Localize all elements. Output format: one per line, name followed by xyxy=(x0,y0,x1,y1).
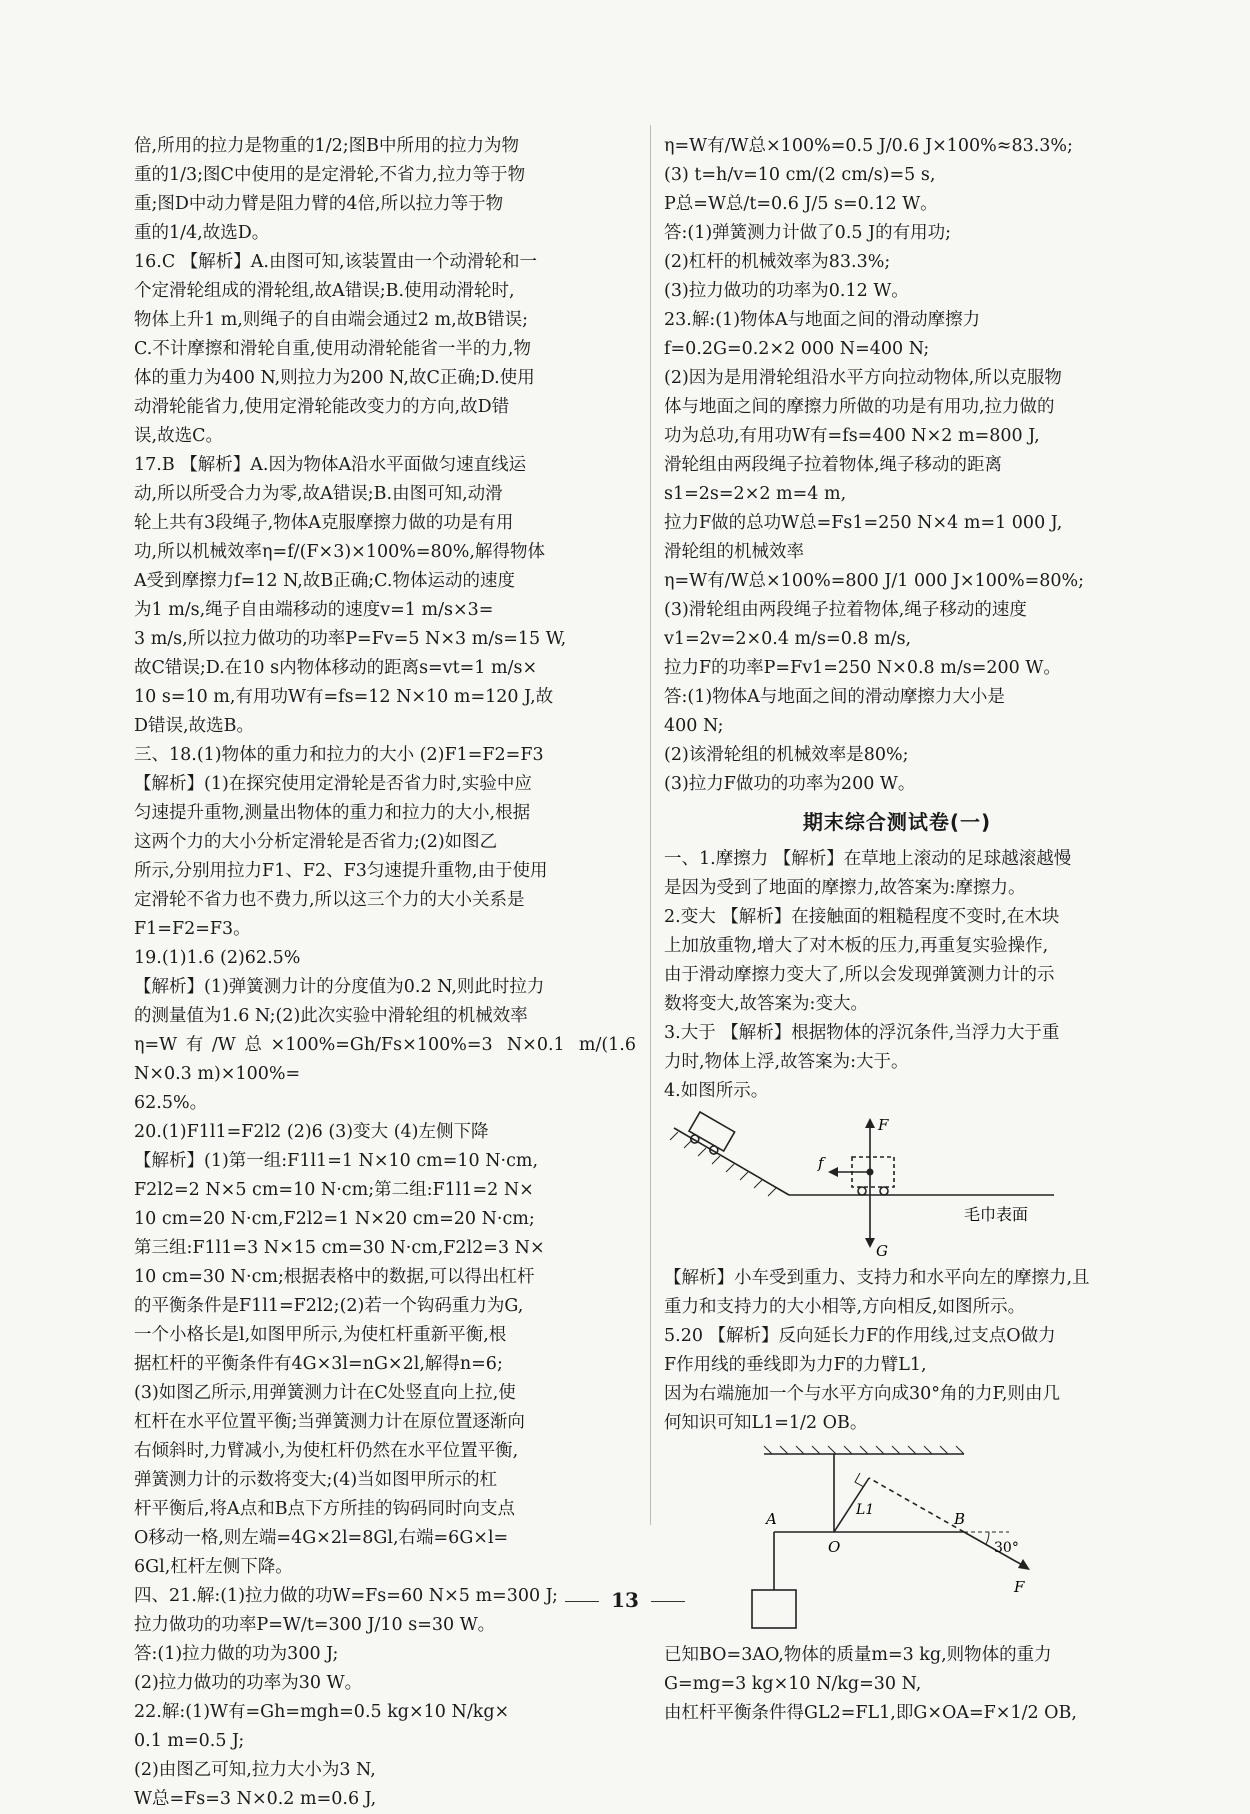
label-L1: L1 xyxy=(856,1502,875,1518)
label-G: G xyxy=(876,1242,888,1260)
cart-force-diagram xyxy=(664,1110,1094,1260)
text-line: 因为右端施加一个与水平方向成30°角的力F,则由几 xyxy=(664,1384,1060,1404)
text-line: 【解析】小车受到重力、支持力和水平向左的摩擦力,且 xyxy=(664,1268,1090,1288)
text-line: (2)因为是用滑轮组沿水平方向拉动物体,所以克服物 xyxy=(664,368,1062,388)
text-line: 62.5%。 xyxy=(134,1093,208,1113)
text-line: 4.如图所示。 xyxy=(664,1081,769,1101)
text-line: 重的1/4,故选D。 xyxy=(134,223,270,243)
text-line: 拉力做功的功率P=W/t=300 J/10 s=30 W。 xyxy=(134,1615,496,1635)
text-line: f=0.2G=0.2×2 000 N=400 N; xyxy=(664,339,930,359)
label-F2: F xyxy=(1014,1578,1025,1596)
text-line: 由于滑动摩擦力变大了,所以会发现弹簧测力计的示 xyxy=(664,965,1055,985)
text-line: 一个小格长是l,如图甲所示,为使杠杆重新平衡,根 xyxy=(134,1325,507,1345)
text-line: A受到摩擦力f=12 N,故B正确;C.物体运动的速度 xyxy=(134,571,515,591)
text-line: 的测量值为1.6 N;(2)此次实验中滑轮组的机械效率 xyxy=(134,1006,528,1026)
text-line: 拉力F做的总功W总=Fs1=250 N×4 m=1 000 J, xyxy=(664,513,1063,533)
text-line: 重的1/3;图C中使用的是定滑轮,不省力,拉力等于物 xyxy=(134,165,526,185)
text-line: η=W有/W总×100%=800 J/1 000 J×100%=80%; xyxy=(664,571,1085,591)
text-line: (2)杠杆的机械效率为83.3%; xyxy=(664,252,891,272)
text-line: 据杠杆的平衡条件有4G×3l=nG×2l,解得n=6; xyxy=(134,1354,503,1374)
text-line: G=mg=3 kg×10 N/kg=30 N, xyxy=(664,1674,922,1694)
label-O: O xyxy=(828,1538,841,1556)
label-angle: 30° xyxy=(994,1540,1019,1556)
text-line: 物体上升1 m,则绳子的自由端会通过2 m,故B错误; xyxy=(134,310,528,330)
text-line: 10 s=10 m,有用功W有=fs=12 N×10 m=120 J,故 xyxy=(134,687,554,707)
text-line: (3) t=h/v=10 cm/(2 cm/s)=5 s, xyxy=(664,165,936,185)
text-line: 重力和支持力的大小相等,方向相反,如图所示。 xyxy=(664,1297,1026,1317)
text-line: 何知识可知L1=1/2 OB。 xyxy=(664,1413,868,1433)
text-line: 匀速提升重物,测量出物体的重力和拉力的大小,根据 xyxy=(134,803,531,823)
text-line: W总=Fs=3 N×0.2 m=0.6 J, xyxy=(134,1789,377,1809)
text-line: 功,所以机械效率η=f/(F×3)×100%=80%,解得物体 xyxy=(134,542,545,562)
text-line: 力时,物体上浮,故答案为:大于。 xyxy=(664,1052,909,1072)
right-column xyxy=(664,132,1130,1728)
text-line: 个定滑轮组成的滑轮组,故A错误;B.使用动滑轮时, xyxy=(134,281,515,301)
text-line: 5.20 【解析】反向延长力F的作用线,过支点O做力 xyxy=(664,1326,1056,1346)
label-B: B xyxy=(954,1510,966,1528)
text-line: 杠杆在水平位置平衡;当弹簧测力计在原位置逐渐向 xyxy=(134,1412,525,1432)
text-line: 的平衡条件是F1l1=F2l2;(2)若一个钩码重力为G, xyxy=(134,1296,524,1316)
label-f: f xyxy=(818,1154,824,1172)
text-line: 故C错误;D.在10 s内物体移动的距离s=vt=1 m/s× xyxy=(134,658,538,678)
text-line: 数将变大,故答案为:变大。 xyxy=(664,994,868,1014)
text-line: 已知BO=3AO,物体的质量m=3 kg,则物体的重力 xyxy=(664,1645,1052,1665)
text-line: 【解析】(1)在探究使用定滑轮是否省力时,实验中应 xyxy=(134,774,532,794)
text-line: (3)拉力F做功的功率为200 W。 xyxy=(664,774,916,794)
text-line: F作用线的垂线即为力F的力臂L1, xyxy=(664,1355,927,1375)
text-line: P总=W总/t=0.6 J/5 s=0.12 W。 xyxy=(664,194,938,214)
text-line: (3)拉力做功的功率为0.12 W。 xyxy=(664,281,909,301)
text-line: 第三组:F1l1=3 N×15 cm=30 N·cm,F2l2=3 N× xyxy=(134,1238,545,1258)
text-line: 答:(1)拉力做的功为300 J; xyxy=(134,1644,339,1664)
text-line: 19.(1)1.6 (2)62.5% xyxy=(134,948,301,968)
text-line: 400 N; xyxy=(664,716,724,736)
text-line: O移动一格,则左端=4G×2l=8Gl,右端=6G×l= xyxy=(134,1528,509,1548)
text-line: 滑轮组由两段绳子拉着物体,绳子移动的距离 xyxy=(664,455,1003,475)
text-line: 上加放重物,增大了对木板的压力,再重复实验操作, xyxy=(664,936,1049,956)
text-line: 所示,分别用拉力F1、F2、F3匀速提升重物,由于使用 xyxy=(134,861,548,881)
text-line: 这两个力的大小分析定滑轮是否省力;(2)如图乙 xyxy=(134,832,498,852)
text-line: 杆平衡后,将A点和B点下方所挂的钩码同时向支点 xyxy=(134,1499,516,1519)
text-line: F2l2=2 N×5 cm=10 N·cm;第二组:F1l1=2 N× xyxy=(134,1180,534,1200)
text-line: 3 m/s,所以拉力做功的功率P=Fv=5 N×3 m/s=15 W, xyxy=(134,629,567,649)
page-number: 13 xyxy=(0,1588,1250,1612)
text-line: 滑轮组的机械效率 xyxy=(664,542,804,562)
section-title: 期末综合测试卷(一) xyxy=(802,810,992,834)
text-line: 误,故选C。 xyxy=(134,426,223,446)
text-line: D错误,故选B。 xyxy=(134,716,254,736)
text-line: 答:(1)弹簧测力计做了0.5 J的有用功; xyxy=(664,223,951,243)
text-line: 17.B 【解析】A.因为物体A沿水平面做匀速直线运 xyxy=(134,455,527,475)
column-separator xyxy=(650,125,651,1525)
text-line: 【解析】(1)弹簧测力计的分度值为0.2 N,则此时拉力 xyxy=(134,977,545,997)
text-line: 【解析】(1)第一组:F1l1=1 N×10 cm=10 N·cm, xyxy=(134,1151,539,1171)
text-line: s1=2s=2×2 m=4 m, xyxy=(664,484,847,504)
text-line: 重;图D中动力臂是阻力臂的4倍,所以拉力等于物 xyxy=(134,194,504,214)
text-line: (3)滑轮组由两段绳子拉着物体,绳子移动的速度 xyxy=(664,600,1027,620)
label-A: A xyxy=(766,1510,777,1528)
text-line: 动,所以所受合力为零,故A错误;B.由图可知,动滑 xyxy=(134,484,503,504)
text-line: 一、1.摩擦力 【解析】在草地上滚动的足球越滚越慢 xyxy=(664,849,1072,869)
text-line: 是因为受到了地面的摩擦力,故答案为:摩擦力。 xyxy=(664,878,1026,898)
text-line: C.不计摩擦和滑轮自重,使用动滑轮能省一半的力,物 xyxy=(134,339,531,359)
text-line: 2.变大 【解析】在接触面的粗糙程度不变时,在木块 xyxy=(664,907,1060,927)
text-line: 倍,所用的拉力是物重的1/2;图B中所用的拉力为物 xyxy=(134,136,519,156)
text-line: η=W有/W总×100%=0.5 J/0.6 J×100%≈83.3%; xyxy=(664,136,1073,156)
text-line: η=W有/W总×100%=Gh/Fs×100%=3 N×0.1 m/(1.6 N×0.3 m)×100%= xyxy=(134,1035,636,1084)
text-line: 定滑轮不省力也不费力,所以这三个力的大小关系是 xyxy=(134,890,525,910)
text-line: (2)由图乙可知,拉力大小为3 N, xyxy=(134,1760,376,1780)
text-line: 动滑轮能省力,使用定滑轮能改变力的方向,故D错 xyxy=(134,397,510,417)
text-line: 右倾斜时,力臂减小,为使杠杆仍然在水平位置平衡, xyxy=(134,1441,519,1461)
text-line: 22.解:(1)W有=Gh=mgh=0.5 kg×10 N/kg× xyxy=(134,1702,510,1722)
text-line: 0.1 m=0.5 J; xyxy=(134,1731,245,1751)
cart-on-incline xyxy=(685,1112,735,1158)
label-F: F xyxy=(878,1116,889,1134)
text-line: 23.解:(1)物体A与地面之间的滑动摩擦力 xyxy=(664,310,981,330)
text-line: 由杠杆平衡条件得GL2=FL1,即G×OA=F×1/2 OB, xyxy=(664,1703,1077,1723)
text-line: 拉力F的功率P=Fv1=250 N×0.8 m/s=200 W。 xyxy=(664,658,1061,678)
text-line: 16.C 【解析】A.由图可知,该装置由一个动滑轮和一 xyxy=(134,252,538,272)
text-line: (2)该滑轮组的机械效率是80%; xyxy=(664,745,909,765)
text-line: 体与地面之间的摩擦力所做的功是有用功,拉力做的 xyxy=(664,397,1055,417)
text-line: (2)拉力做功的功率为30 W。 xyxy=(134,1673,363,1693)
text-line: 三、18.(1)物体的重力和拉力的大小 (2)F1=F2=F3 xyxy=(134,745,544,765)
text-line: 四、21.解:(1)拉力做的功W=Fs=60 N×5 m=300 J; xyxy=(134,1586,558,1606)
text-line: (3)如图乙所示,用弹簧测力计在C处竖直向上拉,使 xyxy=(134,1383,516,1403)
text-line: 答:(1)物体A与地面之间的滑动摩擦力大小是 xyxy=(664,687,1005,707)
text-line: F1=F2=F3。 xyxy=(134,919,251,939)
text-line: 6Gl,杠杆左侧下降。 xyxy=(134,1557,293,1577)
text-line: 体的重力为400 N,则拉力为200 N,故C正确;D.使用 xyxy=(134,368,535,388)
text-line: 轮上共有3段绳子,物体A克服摩擦力做的功是有用 xyxy=(134,513,514,533)
force-extension xyxy=(869,1478,964,1532)
text-line: 3.大于 【解析】根据物体的浮沉条件,当浮力大于重 xyxy=(664,1023,1060,1043)
text-line: 10 cm=20 N·cm,F2l2=1 N×20 cm=20 N·cm; xyxy=(134,1209,535,1229)
text-line: 20.(1)F1l1=F2l2 (2)6 (3)变大 (4)左侧下降 xyxy=(134,1122,489,1142)
left-column xyxy=(134,132,636,1814)
text-line: 10 cm=30 N·cm;根据表格中的数据,可以得出杠杆 xyxy=(134,1267,535,1287)
text-line: v1=2v=2×0.4 m/s=0.8 m/s, xyxy=(664,629,912,649)
label-surface: 毛巾表面 xyxy=(964,1205,1029,1224)
text-line: 功为总功,有用功W有=fs=400 N×2 m=800 J, xyxy=(664,426,1040,446)
text-line: 为1 m/s,绳子自由端移动的速度v=1 m/s×3= xyxy=(134,600,494,620)
text-line: 弹簧测力计的示数将变大;(4)当如图甲所示的杠 xyxy=(134,1470,498,1490)
